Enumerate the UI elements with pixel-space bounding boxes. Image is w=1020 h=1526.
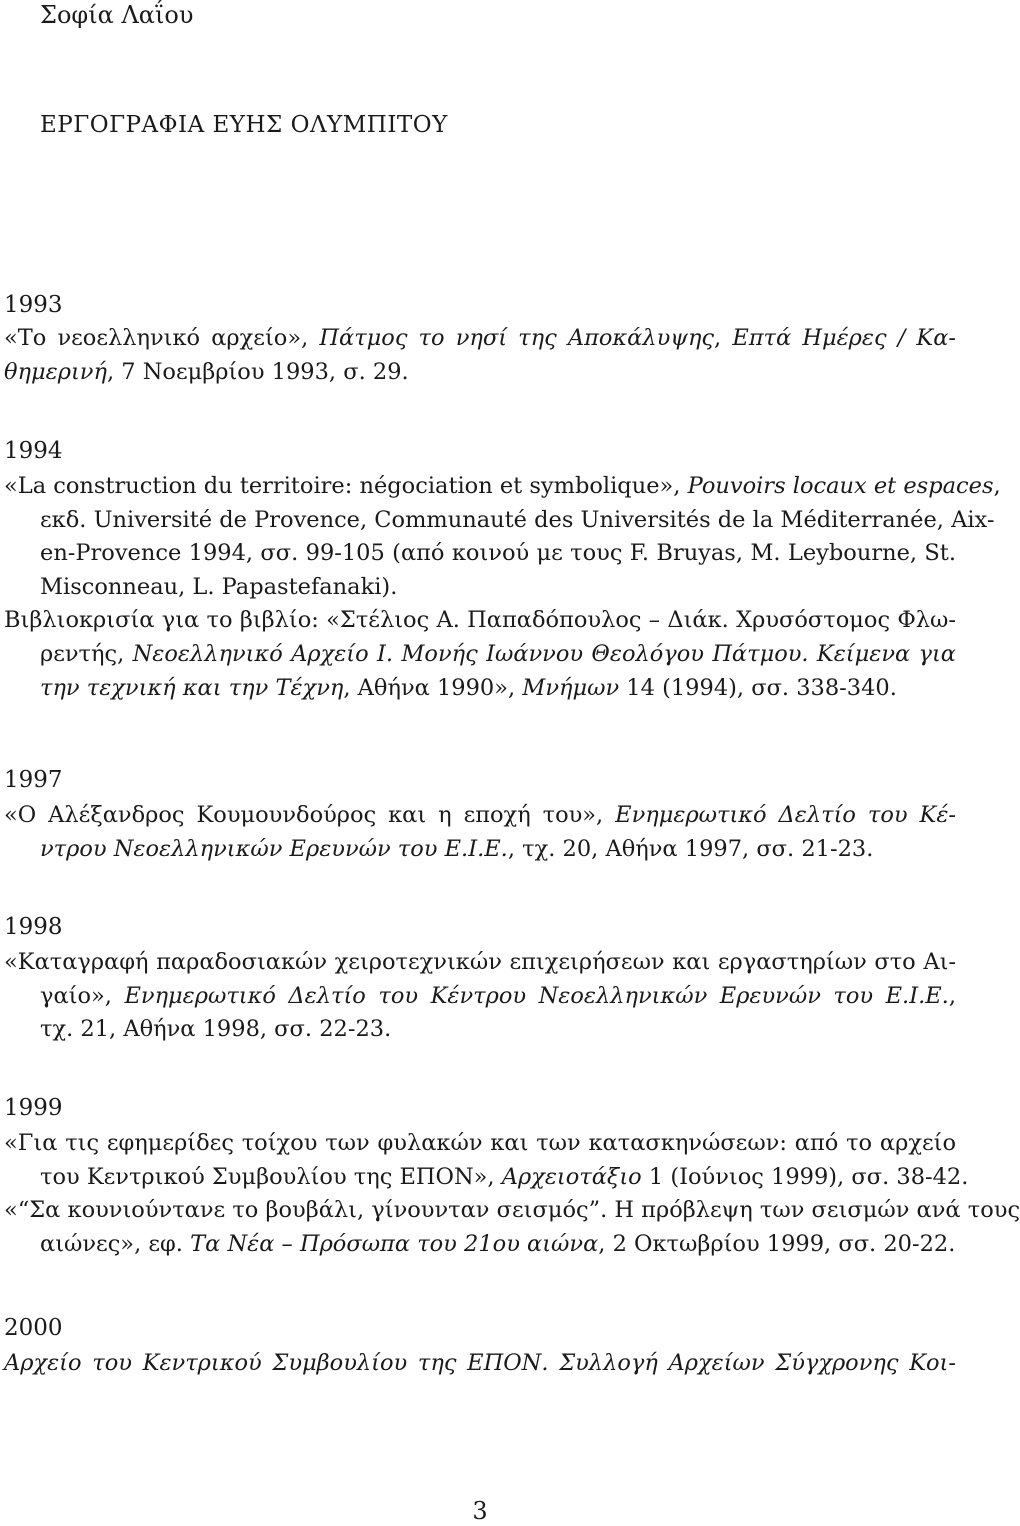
entry-line bbox=[4, 799, 956, 833]
document-title: ΕΡΓΟΓΡΑΦΙΑ ΕΥΗΣ ΟΛΥΜΠΙΤΟΥ bbox=[40, 112, 448, 138]
entry-line bbox=[4, 672, 956, 706]
author-name: Σοφία Λαΐου bbox=[40, 1, 194, 29]
text: Βιβλιοκρισία για το βιβλίο: «Στέλιος Α. Παπαδόπουλος – Διάκ. Χρυσόστομος Φλω- bbox=[4, 607, 956, 634]
entry-line bbox=[4, 537, 956, 571]
text: «La construction du territoire: négociation et symbolique», bbox=[4, 473, 688, 499]
entry-line bbox=[4, 322, 956, 356]
year-heading: 1998 bbox=[4, 914, 63, 940]
entry-line bbox=[4, 833, 956, 867]
text: «Καταγραφή παραδοσιακών χειροτεχνικών επιχειρήσεων και εργαστηρίων στο Αι- bbox=[4, 949, 956, 975]
text: , 2 Οκτωβρίου 1999, σσ. 20-22. bbox=[598, 1230, 956, 1257]
entry-line bbox=[4, 1347, 956, 1381]
year-heading: 1993 bbox=[4, 292, 63, 318]
italic-text: Ενημερωτικό Δελτίο του Κέντρου Νεοελληνικών Ερευνών του Ε.Ι.Ε. bbox=[124, 982, 949, 1009]
italic-text: Τα Νέα – Πρόσωπα του 21ου αιώνα bbox=[190, 1230, 599, 1257]
text: εκδ. Université de Provence, Communauté des Universités de la Méditerranée, Aix- bbox=[40, 506, 995, 533]
year-heading: 1999 bbox=[4, 1095, 63, 1121]
text: , bbox=[714, 325, 733, 351]
entry bbox=[4, 1347, 956, 1381]
entry-line bbox=[4, 1194, 1020, 1228]
text: «Ο Αλέξανδρος Κουμουνδούρος και η εποχή του», bbox=[4, 802, 616, 828]
italic-text: την τεχνική και την Τέχνη bbox=[40, 674, 344, 701]
text: «Για τις εφημερίδες τοίχου των φυλακών και των κατασκηνώσεων: από το αρχείο bbox=[4, 1130, 956, 1156]
italic-text: Επτά Ημέρες / Κα- bbox=[732, 325, 957, 351]
page-number: 3 bbox=[472, 1497, 488, 1525]
text: 1 (Ιούνιος 1999), σσ. 38-42. bbox=[641, 1163, 969, 1190]
text: , bbox=[993, 473, 1001, 499]
year-heading: 2000 bbox=[4, 1315, 63, 1341]
entry-line bbox=[4, 946, 956, 980]
text: , bbox=[948, 982, 956, 1009]
text: en-Provence 1994, σσ. 99-105 (από κοινού με τους F. Bruyas, M. Leybourne, St. bbox=[40, 540, 956, 567]
text: «“Σα κουνιούντανε το βουβάλι, γίνουνταν σεισμός”. Η πρόβλεψη των σεισμών ανά τους bbox=[4, 1197, 1020, 1224]
entry bbox=[4, 322, 956, 389]
text: , 7 Νοεμβρίου 1993, σ. 29. bbox=[106, 358, 409, 385]
text: γαίο», bbox=[40, 982, 125, 1009]
year-heading: 1994 bbox=[4, 438, 63, 464]
italic-text: Αρχείο του Κεντρικού Συμβουλίου της ΕΠΟΝ. Συλλογή Αρχείων Σύγχρονης Κοι- bbox=[4, 1350, 956, 1376]
italic-text: θημερινή bbox=[4, 358, 107, 385]
entry-line bbox=[4, 1228, 956, 1262]
entry-line bbox=[4, 470, 1001, 504]
text: , τχ. 20, Αθήνα 1997, σσ. 21-23. bbox=[507, 835, 874, 862]
entry-line bbox=[4, 980, 956, 1014]
text: του Κεντρικού Συμβουλίου της ΕΠΟΝ», bbox=[40, 1163, 502, 1190]
italic-text: Νεοελληνικό Αρχείο Ι. Μονής Ιωάννου Θεολόγου Πάτμου. Κείμενα για bbox=[132, 640, 956, 667]
entry bbox=[4, 799, 956, 866]
text: ρεντής, bbox=[40, 640, 133, 667]
italic-text: ντρου Νεοελληνικών Ερευνών του Ε.Ι.Ε. bbox=[40, 835, 508, 862]
italic-text: Pouvoirs locaux et espaces bbox=[687, 473, 994, 499]
entry-line bbox=[4, 638, 956, 672]
entry-line bbox=[4, 1161, 969, 1195]
entry-line bbox=[4, 356, 956, 390]
entry-line bbox=[4, 604, 956, 638]
italic-text: Μνήμων bbox=[522, 674, 620, 701]
entry-line bbox=[4, 571, 956, 605]
entry-line bbox=[4, 504, 995, 538]
text: αιώνες», εφ. bbox=[40, 1230, 191, 1257]
text: , Αθήνα 1990», bbox=[343, 674, 523, 701]
italic-text: Αρχειοτάξιο bbox=[501, 1163, 642, 1190]
entry bbox=[4, 1127, 1020, 1261]
entry-line bbox=[4, 1013, 956, 1047]
entry bbox=[4, 470, 1001, 705]
italic-text: Πάτμος το νησί της Αποκάλυψης bbox=[319, 325, 715, 351]
text: 14 (1994), σσ. 338-340. bbox=[619, 674, 897, 701]
entry-line bbox=[4, 1127, 956, 1161]
year-heading: 1997 bbox=[4, 767, 63, 793]
text: Misconneau, L. Papastefanaki). bbox=[40, 573, 398, 600]
entry bbox=[4, 946, 956, 1047]
text: «Το νεοελληνικό αρχείο», bbox=[4, 325, 320, 351]
italic-text: Ενημερωτικό Δελτίο του Κέ- bbox=[615, 802, 956, 828]
text: τχ. 21, Αθήνα 1998, σσ. 22-23. bbox=[40, 1016, 392, 1043]
